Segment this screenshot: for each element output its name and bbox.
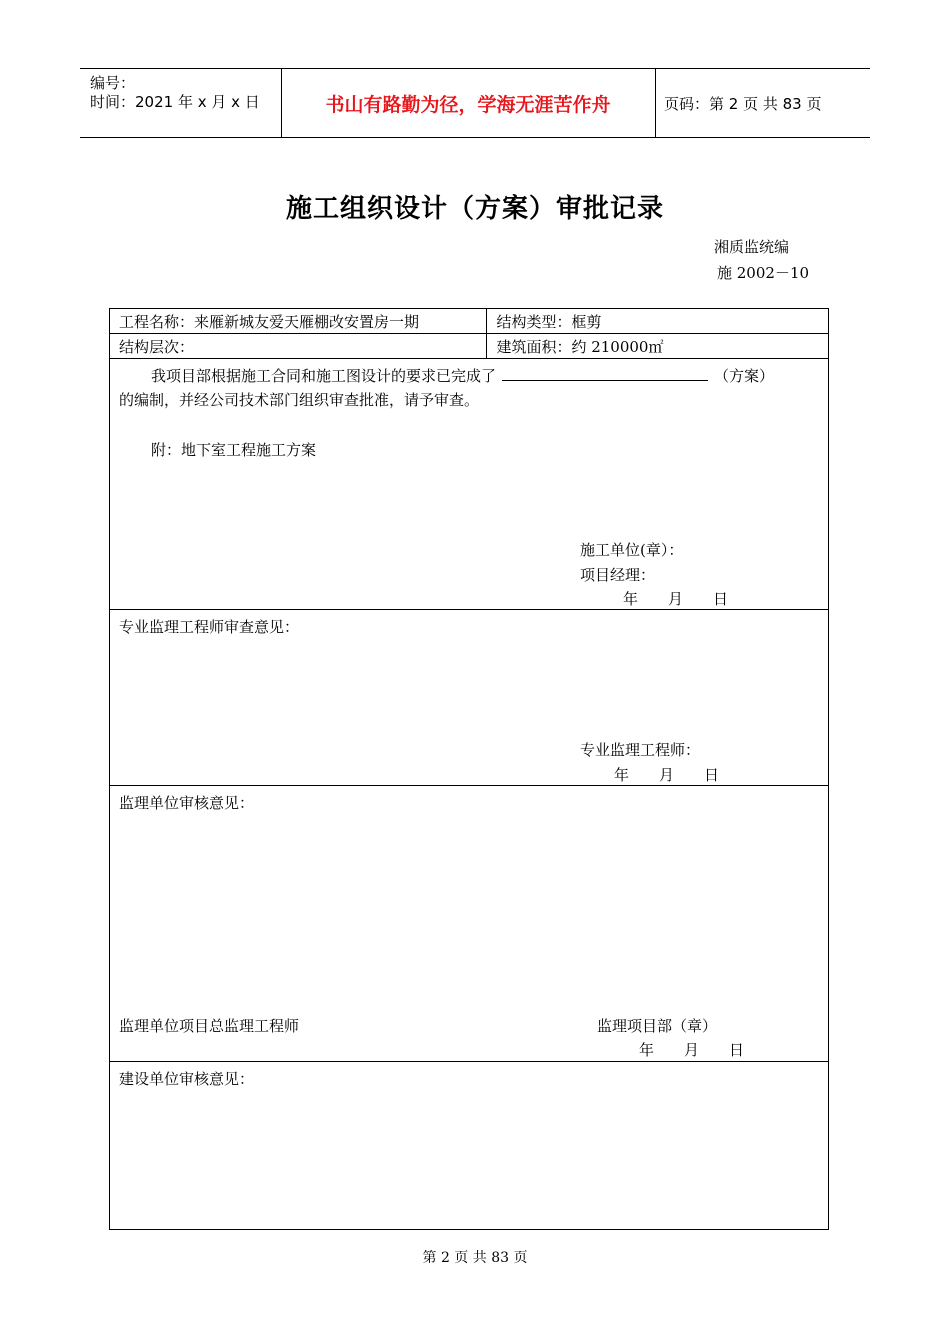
document-title: 施工组织设计（方案）审批记录 bbox=[285, 194, 664, 224]
intro-line-1 bbox=[151, 365, 774, 386]
source-line-1: 湘质监统编 bbox=[714, 238, 790, 256]
structure-type-cell: 结构类型：框剪 bbox=[487, 309, 829, 334]
attachment-text: 附：地下室工程施工方案 bbox=[151, 441, 317, 459]
engineer-sign: 专业监理工程师： bbox=[580, 741, 701, 759]
project-manager: 项目经理： bbox=[580, 566, 656, 584]
project-name-cell: 工程名称：来雁新城友爱天雁棚改安置房一期 bbox=[110, 309, 487, 334]
engineer-review-section bbox=[110, 610, 829, 786]
supervision-opinion-label: 监理单位审核意见： bbox=[119, 794, 255, 812]
header-slogan: 书山有路勤为径，学海无涯苦作舟 bbox=[325, 93, 611, 116]
intro-part-1: 我项目部根据施工合同和施工图设计的要求已完成了 bbox=[151, 367, 497, 385]
page-header bbox=[80, 68, 870, 138]
engineer-opinion-label: 专业监理工程师审查意见： bbox=[119, 618, 300, 636]
supervision-dept: 监理项目部（章） bbox=[597, 1017, 718, 1035]
time-label: 时间：2021 年 x 月 x 日 bbox=[90, 93, 260, 111]
application-section bbox=[110, 359, 829, 610]
chief-engineer: 监理单位项目总监理工程师 bbox=[119, 1017, 300, 1035]
construction-unit: 施工单位(章）： bbox=[580, 541, 684, 559]
page-footer: 第 2 页 共 83 页 bbox=[422, 1250, 528, 1266]
approval-form bbox=[109, 308, 829, 1230]
date-1: 年 月 日 bbox=[623, 590, 729, 608]
number-label: 编号： bbox=[90, 74, 136, 92]
intro-part-2: （方案） bbox=[714, 367, 775, 385]
header-page-info: 页码：第 2 页 共 83 页 bbox=[664, 95, 822, 113]
intro-line-2: 的编制，并经公司技术部门组织审查批准，请予审查。 bbox=[119, 391, 480, 409]
building-area-cell: 建筑面积：约 210000㎡ bbox=[487, 334, 829, 359]
date-2: 年 月 日 bbox=[614, 766, 720, 784]
date-3: 年 月 日 bbox=[639, 1041, 745, 1059]
header-divider bbox=[655, 69, 656, 137]
structure-floors-cell: 结构层次： bbox=[110, 334, 487, 359]
supervision-review-section bbox=[110, 786, 829, 1062]
owner-opinion-label: 建设单位审核意见： bbox=[119, 1070, 255, 1088]
header-meta bbox=[80, 69, 280, 137]
plan-name-blank bbox=[502, 366, 708, 381]
owner-review-section bbox=[110, 1062, 829, 1230]
source-line-2: 施 2002－10 bbox=[717, 264, 810, 282]
